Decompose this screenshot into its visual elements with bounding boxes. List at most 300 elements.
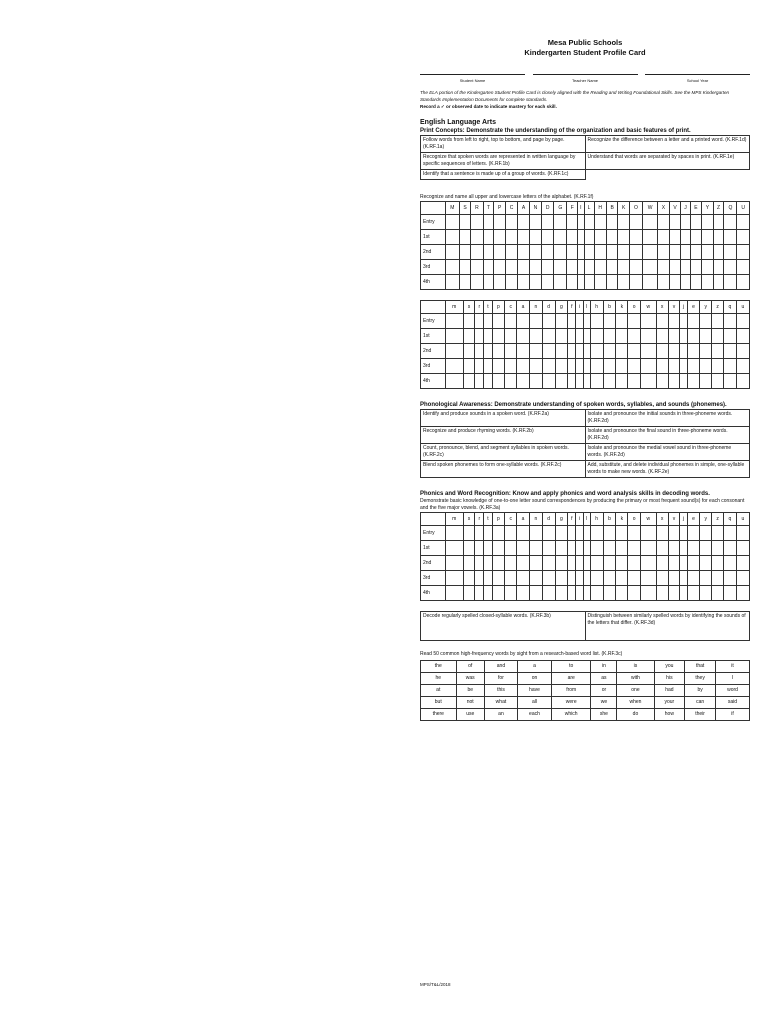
mastery-cell[interactable]: [505, 541, 517, 556]
mastery-cell[interactable]: [576, 586, 583, 601]
mastery-cell[interactable]: [687, 344, 700, 359]
mastery-cell[interactable]: [529, 374, 542, 389]
mastery-cell[interactable]: [629, 260, 642, 275]
mastery-cell[interactable]: [590, 526, 603, 541]
mastery-cell[interactable]: [529, 245, 541, 260]
mastery-cell[interactable]: [618, 215, 630, 230]
mastery-cell[interactable]: [568, 586, 576, 601]
hf-word-cell[interactable]: his: [654, 673, 685, 685]
mastery-cell[interactable]: [471, 215, 483, 230]
mastery-cell[interactable]: [629, 275, 642, 290]
mastery-cell[interactable]: [658, 260, 670, 275]
mastery-cell[interactable]: [641, 374, 657, 389]
mastery-cell[interactable]: [736, 541, 749, 556]
mastery-cell[interactable]: [724, 374, 737, 389]
mastery-cell[interactable]: [484, 556, 492, 571]
mastery-cell[interactable]: [590, 571, 603, 586]
mastery-cell[interactable]: [616, 314, 628, 329]
mastery-cell[interactable]: [492, 329, 505, 344]
mastery-cell[interactable]: [616, 344, 628, 359]
hf-word-cell[interactable]: an: [484, 709, 517, 721]
mastery-cell[interactable]: [616, 329, 628, 344]
mastery-cell[interactable]: [529, 275, 541, 290]
hf-word-cell[interactable]: do: [617, 709, 654, 721]
mastery-cell[interactable]: [656, 359, 668, 374]
mastery-cell[interactable]: [446, 541, 464, 556]
mastery-cell[interactable]: [668, 329, 680, 344]
mastery-cell[interactable]: [668, 359, 680, 374]
mastery-cell[interactable]: [568, 344, 576, 359]
mastery-cell[interactable]: [603, 374, 616, 389]
mastery-cell[interactable]: [463, 526, 475, 541]
mastery-cell[interactable]: [584, 260, 594, 275]
mastery-cell[interactable]: [483, 260, 494, 275]
mastery-cell[interactable]: [554, 275, 567, 290]
mastery-cell[interactable]: [568, 329, 576, 344]
mastery-cell[interactable]: [492, 374, 505, 389]
mastery-cell[interactable]: [736, 556, 749, 571]
mastery-cell[interactable]: [576, 329, 583, 344]
mastery-cell[interactable]: [446, 314, 464, 329]
mastery-cell[interactable]: [736, 329, 749, 344]
mastery-cell[interactable]: [668, 571, 680, 586]
mastery-cell[interactable]: [555, 526, 568, 541]
mastery-cell[interactable]: [475, 526, 484, 541]
mastery-cell[interactable]: [518, 245, 530, 260]
mastery-cell[interactable]: [629, 215, 642, 230]
hf-word-cell[interactable]: for: [484, 673, 517, 685]
mastery-cell[interactable]: [724, 230, 737, 245]
mastery-cell[interactable]: [628, 329, 641, 344]
mastery-cell[interactable]: [583, 329, 590, 344]
hf-word-cell[interactable]: your: [654, 697, 685, 709]
mastery-cell[interactable]: [555, 571, 568, 586]
mastery-cell[interactable]: [492, 314, 505, 329]
mastery-cell[interactable]: [446, 571, 464, 586]
mastery-cell[interactable]: [475, 586, 484, 601]
mastery-cell[interactable]: [680, 329, 687, 344]
mastery-cell[interactable]: [641, 541, 657, 556]
hf-word-cell[interactable]: one: [617, 685, 654, 697]
hf-word-cell[interactable]: but: [421, 697, 457, 709]
mastery-cell[interactable]: [590, 344, 603, 359]
mastery-cell[interactable]: [446, 329, 464, 344]
mastery-cell[interactable]: [687, 541, 700, 556]
mastery-cell[interactable]: [567, 275, 578, 290]
hf-word-cell[interactable]: it: [716, 661, 750, 673]
mastery-cell[interactable]: [629, 245, 642, 260]
mastery-cell[interactable]: [737, 230, 750, 245]
mastery-cell[interactable]: [606, 230, 618, 245]
school-year-line[interactable]: School Year: [645, 74, 750, 83]
mastery-cell[interactable]: [492, 541, 505, 556]
mastery-cell[interactable]: [542, 260, 554, 275]
mastery-cell[interactable]: [542, 586, 555, 601]
mastery-cell[interactable]: [484, 541, 492, 556]
hf-word-cell[interactable]: in: [591, 661, 617, 673]
mastery-cell[interactable]: [656, 374, 668, 389]
skill-cell[interactable]: Count, pronounce, blend, and segment syllables in spoken words. (K.RF.2c): [421, 444, 586, 461]
hf-word-cell[interactable]: to: [551, 661, 591, 673]
mastery-cell[interactable]: [656, 526, 668, 541]
mastery-cell[interactable]: [736, 374, 749, 389]
hf-word-cell[interactable]: and: [484, 661, 517, 673]
mastery-cell[interactable]: [712, 571, 724, 586]
hf-word-cell[interactable]: said: [716, 697, 750, 709]
mastery-cell[interactable]: [505, 230, 517, 245]
mastery-cell[interactable]: [603, 359, 616, 374]
mastery-cell[interactable]: [603, 526, 616, 541]
hf-word-cell[interactable]: all: [518, 697, 552, 709]
mastery-cell[interactable]: [712, 344, 724, 359]
mastery-cell[interactable]: [446, 215, 460, 230]
mastery-cell[interactable]: [628, 359, 641, 374]
mastery-cell[interactable]: [594, 230, 606, 245]
mastery-cell[interactable]: [724, 215, 737, 230]
mastery-cell[interactable]: [616, 374, 628, 389]
skill-cell[interactable]: Add, substitute, and delete individual phonemes in simple, one-syllable words to make new words. (K.RF.2e): [585, 461, 750, 478]
mastery-cell[interactable]: [475, 314, 484, 329]
mastery-cell[interactable]: [680, 344, 687, 359]
mastery-cell[interactable]: [736, 526, 749, 541]
hf-word-cell[interactable]: what: [484, 697, 517, 709]
mastery-cell[interactable]: [483, 215, 494, 230]
skill-cell[interactable]: Decode regularly spelled closed-syllable words. (K.RF.3b): [421, 612, 586, 641]
mastery-cell[interactable]: [576, 359, 583, 374]
mastery-cell[interactable]: [668, 556, 680, 571]
hf-word-cell[interactable]: this: [484, 685, 517, 697]
mastery-cell[interactable]: [542, 359, 555, 374]
mastery-cell[interactable]: [494, 260, 506, 275]
mastery-cell[interactable]: [642, 230, 657, 245]
mastery-cell[interactable]: [713, 245, 724, 260]
hf-word-cell[interactable]: when: [617, 697, 654, 709]
hf-word-cell[interactable]: each: [518, 709, 552, 721]
mastery-cell[interactable]: [518, 260, 530, 275]
mastery-cell[interactable]: [628, 571, 641, 586]
teacher-name-line[interactable]: Teacher Name: [533, 74, 638, 83]
mastery-cell[interactable]: [680, 314, 687, 329]
mastery-cell[interactable]: [737, 245, 750, 260]
mastery-cell[interactable]: [463, 571, 475, 586]
mastery-cell[interactable]: [568, 556, 576, 571]
hf-word-cell[interactable]: their: [685, 709, 716, 721]
mastery-cell[interactable]: [702, 215, 714, 230]
mastery-cell[interactable]: [517, 314, 530, 329]
skill-cell[interactable]: Identify that a sentence is made up of a group of words. (K.RF.1c): [421, 170, 586, 180]
mastery-cell[interactable]: [642, 275, 657, 290]
skill-cell[interactable]: Blend spoken phonemes to form one-syllable words. (K.RF.2c): [421, 461, 586, 478]
mastery-cell[interactable]: [475, 541, 484, 556]
mastery-cell[interactable]: [700, 556, 712, 571]
mastery-cell[interactable]: [702, 260, 714, 275]
mastery-cell[interactable]: [584, 215, 594, 230]
hf-word-cell[interactable]: he: [421, 673, 457, 685]
mastery-cell[interactable]: [700, 374, 712, 389]
mastery-cell[interactable]: [584, 230, 594, 245]
mastery-cell[interactable]: [568, 541, 576, 556]
mastery-cell[interactable]: [484, 344, 492, 359]
mastery-cell[interactable]: [505, 245, 517, 260]
mastery-cell[interactable]: [690, 260, 702, 275]
mastery-cell[interactable]: [459, 260, 471, 275]
mastery-cell[interactable]: [529, 571, 542, 586]
mastery-cell[interactable]: [669, 215, 681, 230]
mastery-cell[interactable]: [517, 359, 530, 374]
mastery-cell[interactable]: [642, 215, 657, 230]
hf-word-cell[interactable]: had: [654, 685, 685, 697]
mastery-cell[interactable]: [518, 275, 530, 290]
mastery-cell[interactable]: [724, 329, 737, 344]
mastery-cell[interactable]: [446, 556, 464, 571]
mastery-cell[interactable]: [576, 374, 583, 389]
skill-cell[interactable]: Identify and produce sounds in a spoken word. (K.RF.2a): [421, 410, 586, 427]
mastery-cell[interactable]: [680, 586, 687, 601]
mastery-cell[interactable]: [505, 571, 517, 586]
mastery-cell[interactable]: [668, 344, 680, 359]
hf-word-cell[interactable]: by: [685, 685, 716, 697]
mastery-cell[interactable]: [669, 260, 681, 275]
mastery-cell[interactable]: [542, 215, 554, 230]
hf-word-cell[interactable]: use: [456, 709, 484, 721]
mastery-cell[interactable]: [463, 359, 475, 374]
mastery-cell[interactable]: [555, 541, 568, 556]
mastery-cell[interactable]: [484, 329, 492, 344]
mastery-cell[interactable]: [459, 245, 471, 260]
mastery-cell[interactable]: [724, 260, 737, 275]
mastery-cell[interactable]: [446, 344, 464, 359]
mastery-cell[interactable]: [492, 359, 505, 374]
mastery-cell[interactable]: [713, 275, 724, 290]
skill-cell[interactable]: Distinguish between similarly spelled words by identifying the sounds of the letters that differ. (K.RF.3d): [585, 612, 750, 641]
mastery-cell[interactable]: [542, 571, 555, 586]
mastery-cell[interactable]: [463, 556, 475, 571]
mastery-cell[interactable]: [483, 230, 494, 245]
hf-word-cell[interactable]: are: [551, 673, 591, 685]
mastery-cell[interactable]: [681, 260, 690, 275]
mastery-cell[interactable]: [492, 571, 505, 586]
mastery-cell[interactable]: [616, 359, 628, 374]
hf-word-cell[interactable]: how: [654, 709, 685, 721]
mastery-cell[interactable]: [505, 374, 517, 389]
mastery-cell[interactable]: [669, 230, 681, 245]
mastery-cell[interactable]: [471, 245, 483, 260]
mastery-cell[interactable]: [603, 329, 616, 344]
mastery-cell[interactable]: [668, 374, 680, 389]
mastery-cell[interactable]: [641, 586, 657, 601]
mastery-cell[interactable]: [542, 344, 555, 359]
mastery-cell[interactable]: [583, 374, 590, 389]
mastery-cell[interactable]: [687, 329, 700, 344]
mastery-cell[interactable]: [690, 230, 702, 245]
mastery-cell[interactable]: [616, 541, 628, 556]
hf-word-cell[interactable]: we: [591, 697, 617, 709]
mastery-cell[interactable]: [567, 245, 578, 260]
mastery-cell[interactable]: [603, 556, 616, 571]
mastery-cell[interactable]: [554, 230, 567, 245]
mastery-cell[interactable]: [576, 526, 583, 541]
mastery-cell[interactable]: [475, 374, 484, 389]
mastery-cell[interactable]: [529, 329, 542, 344]
hf-word-cell[interactable]: word: [716, 685, 750, 697]
mastery-cell[interactable]: [641, 359, 657, 374]
mastery-cell[interactable]: [576, 571, 583, 586]
mastery-cell[interactable]: [583, 359, 590, 374]
mastery-cell[interactable]: [576, 314, 583, 329]
mastery-cell[interactable]: [606, 275, 618, 290]
mastery-cell[interactable]: [463, 314, 475, 329]
mastery-cell[interactable]: [517, 526, 530, 541]
mastery-cell[interactable]: [736, 344, 749, 359]
mastery-cell[interactable]: [568, 571, 576, 586]
hf-word-cell[interactable]: they: [685, 673, 716, 685]
mastery-cell[interactable]: [583, 571, 590, 586]
mastery-cell[interactable]: [583, 586, 590, 601]
mastery-cell[interactable]: [713, 230, 724, 245]
mastery-cell[interactable]: [700, 359, 712, 374]
mastery-cell[interactable]: [724, 314, 737, 329]
mastery-cell[interactable]: [641, 329, 657, 344]
mastery-cell[interactable]: [680, 541, 687, 556]
mastery-cell[interactable]: [576, 344, 583, 359]
mastery-cell[interactable]: [618, 275, 630, 290]
mastery-cell[interactable]: [712, 541, 724, 556]
mastery-cell[interactable]: [594, 245, 606, 260]
mastery-cell[interactable]: [687, 374, 700, 389]
skill-cell[interactable]: Recognize and produce rhyming words. (K.RF.2b): [421, 427, 586, 444]
mastery-cell[interactable]: [594, 215, 606, 230]
hf-word-cell[interactable]: is: [617, 661, 654, 673]
mastery-cell[interactable]: [471, 260, 483, 275]
mastery-cell[interactable]: [463, 374, 475, 389]
mastery-cell[interactable]: [475, 344, 484, 359]
hf-word-cell[interactable]: as: [591, 673, 617, 685]
mastery-cell[interactable]: [618, 260, 630, 275]
mastery-cell[interactable]: [583, 541, 590, 556]
mastery-cell[interactable]: [475, 571, 484, 586]
mastery-cell[interactable]: [628, 314, 641, 329]
mastery-cell[interactable]: [542, 556, 555, 571]
mastery-cell[interactable]: [618, 245, 630, 260]
mastery-cell[interactable]: [463, 541, 475, 556]
mastery-cell[interactable]: [590, 556, 603, 571]
mastery-cell[interactable]: [656, 329, 668, 344]
mastery-cell[interactable]: [712, 314, 724, 329]
mastery-cell[interactable]: [642, 245, 657, 260]
mastery-cell[interactable]: [700, 314, 712, 329]
hf-word-cell[interactable]: have: [518, 685, 552, 697]
mastery-cell[interactable]: [567, 215, 578, 230]
mastery-cell[interactable]: [555, 359, 568, 374]
mastery-cell[interactable]: [459, 275, 471, 290]
mastery-cell[interactable]: [568, 314, 576, 329]
mastery-cell[interactable]: [656, 344, 668, 359]
mastery-cell[interactable]: [584, 275, 594, 290]
mastery-cell[interactable]: [702, 275, 714, 290]
mastery-cell[interactable]: [446, 275, 460, 290]
mastery-cell[interactable]: [680, 374, 687, 389]
mastery-cell[interactable]: [700, 571, 712, 586]
mastery-cell[interactable]: [713, 215, 724, 230]
hf-word-cell[interactable]: was: [456, 673, 484, 685]
mastery-cell[interactable]: [505, 260, 517, 275]
mastery-cell[interactable]: [603, 586, 616, 601]
mastery-cell[interactable]: [603, 314, 616, 329]
mastery-cell[interactable]: [656, 556, 668, 571]
mastery-cell[interactable]: [700, 526, 712, 541]
mastery-cell[interactable]: [475, 556, 484, 571]
mastery-cell[interactable]: [492, 586, 505, 601]
hf-word-cell[interactable]: of: [456, 661, 484, 673]
mastery-cell[interactable]: [628, 556, 641, 571]
mastery-cell[interactable]: [616, 556, 628, 571]
hf-word-cell[interactable]: that: [685, 661, 716, 673]
mastery-cell[interactable]: [554, 260, 567, 275]
mastery-cell[interactable]: [724, 571, 737, 586]
mastery-cell[interactable]: [702, 230, 714, 245]
mastery-cell[interactable]: [690, 275, 702, 290]
mastery-cell[interactable]: [641, 526, 657, 541]
mastery-cell[interactable]: [446, 245, 460, 260]
mastery-cell[interactable]: [529, 541, 542, 556]
mastery-cell[interactable]: [681, 245, 690, 260]
hf-word-cell[interactable]: there: [421, 709, 457, 721]
mastery-cell[interactable]: [658, 245, 670, 260]
mastery-cell[interactable]: [542, 230, 554, 245]
mastery-cell[interactable]: [702, 245, 714, 260]
mastery-cell[interactable]: [505, 526, 517, 541]
mastery-cell[interactable]: [492, 344, 505, 359]
mastery-cell[interactable]: [616, 586, 628, 601]
hf-word-cell[interactable]: you: [654, 661, 685, 673]
mastery-cell[interactable]: [641, 314, 657, 329]
mastery-cell[interactable]: [603, 541, 616, 556]
mastery-cell[interactable]: [517, 541, 530, 556]
hf-word-cell[interactable]: not: [456, 697, 484, 709]
mastery-cell[interactable]: [687, 359, 700, 374]
mastery-cell[interactable]: [567, 230, 578, 245]
mastery-cell[interactable]: [529, 586, 542, 601]
skill-cell[interactable]: Recognize that spoken words are represented in written language by specific sequences of letters. (K.RF.1b): [421, 153, 586, 170]
mastery-cell[interactable]: [555, 374, 568, 389]
skill-cell[interactable]: Isolate and pronounce the initial sounds in three-phoneme words. (K.RF.2d): [585, 410, 750, 427]
hf-word-cell[interactable]: a: [518, 661, 552, 673]
mastery-cell[interactable]: [629, 230, 642, 245]
mastery-cell[interactable]: [724, 526, 737, 541]
hf-word-cell[interactable]: with: [617, 673, 654, 685]
mastery-cell[interactable]: [483, 245, 494, 260]
mastery-cell[interactable]: [542, 374, 555, 389]
mastery-cell[interactable]: [529, 230, 541, 245]
mastery-cell[interactable]: [737, 260, 750, 275]
mastery-cell[interactable]: [542, 329, 555, 344]
hf-word-cell[interactable]: from: [551, 685, 591, 697]
mastery-cell[interactable]: [603, 344, 616, 359]
mastery-cell[interactable]: [446, 586, 464, 601]
mastery-cell[interactable]: [628, 526, 641, 541]
mastery-cell[interactable]: [737, 215, 750, 230]
mastery-cell[interactable]: [542, 314, 555, 329]
mastery-cell[interactable]: [576, 541, 583, 556]
mastery-cell[interactable]: [641, 571, 657, 586]
mastery-cell[interactable]: [505, 556, 517, 571]
mastery-cell[interactable]: [700, 586, 712, 601]
student-name-line[interactable]: Student Name: [420, 74, 525, 83]
mastery-cell[interactable]: [517, 329, 530, 344]
mastery-cell[interactable]: [484, 586, 492, 601]
mastery-cell[interactable]: [669, 245, 681, 260]
mastery-cell[interactable]: [641, 556, 657, 571]
